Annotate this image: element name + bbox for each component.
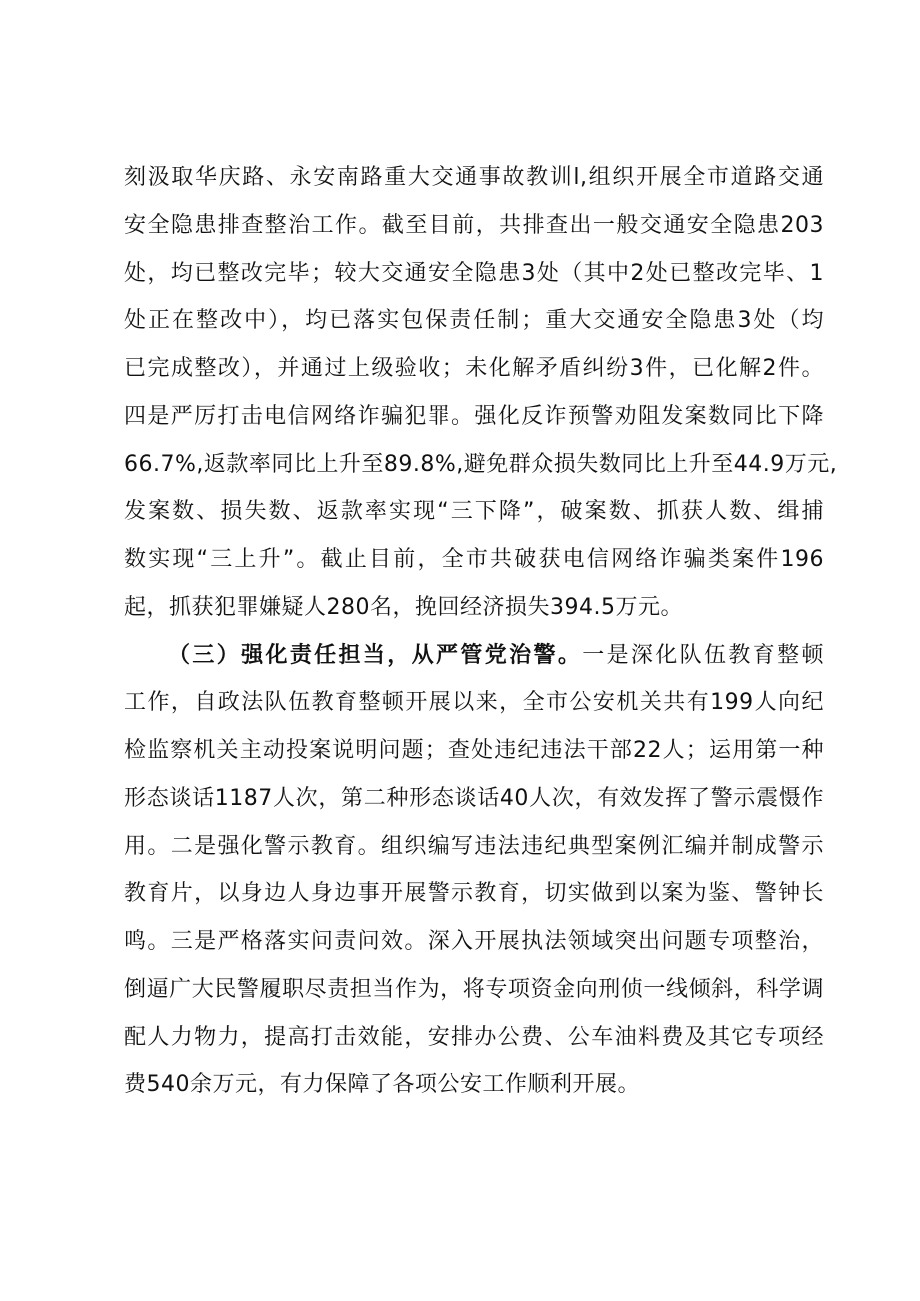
paragraph-traffic-and-fraud: [124, 154, 838, 632]
text-line: 四是严厉打击电信网络诈骗犯罪。强化反诈预警劝阻发案数同比下降: [124, 403, 824, 429]
text-line: 66.7%,返款率同比上升至89.8%,避免群众损失数同比上升至44.9万元,: [124, 451, 838, 477]
text-line: 形态谈话1187人次，第二种形态谈话40人次，有效发挥了警示震慑作: [124, 785, 824, 811]
text-line: 起，抓获犯罪嫌疑人280名，挽回经济损失394.5万元。: [124, 594, 683, 620]
text-line: 费540余万元，有力保障了各项公安工作顺利开展。: [124, 1072, 640, 1098]
text-line: 数实现“三上升”。截止目前，全市共破获电信网络诈骗类案件196: [124, 547, 824, 572]
text-line: 检监察机关主动投案说明问题；查处违纪违法干部22人；运用第一种: [124, 738, 824, 763]
text-line: 用。二是强化警示教育。组织编写违法违纪典型案例汇编并制成警示: [124, 833, 824, 859]
section-heading: （三）强化责任担当，从严管党治警。: [168, 642, 583, 668]
text-line: 已完成整改），并通过上级验收；未化解矛盾纠纷3件，已化解2件。: [124, 356, 824, 381]
text-line: [124, 632, 824, 680]
text-line: 处正在整改中），均已落实包保责任制；重大交通安全隐患3处（均: [124, 308, 824, 334]
text-line: 配人力物力，提高打击效能，安排办公费、公车油料费及其它专项经: [124, 1024, 824, 1050]
heading-line-rest: 一是深化队伍教育整顿: [582, 642, 824, 668]
text-line: 教育片，以身边人身边事开展警示教育，切实做到以案为鉴、警钟长: [124, 881, 824, 907]
document-body: [124, 154, 838, 1109]
text-line: 安全隐患排查整治工作。截至目前，共排查出一般交通安全隐患203: [124, 212, 824, 238]
paragraph-party-discipline: [124, 632, 824, 1110]
text-line: 倒逼广大民警履职尽责担当作为，将专项资金向刑侦一线倾斜，科学调: [124, 976, 824, 1002]
text-line: 发案数、损失数、返款率实现“三下降”，破案数、抓获人数、缉捕: [124, 499, 824, 525]
text-line: 工作，自政法队伍教育整顿开展以来，全市公安机关共有199人向纪: [124, 690, 824, 716]
text-line: 刻汲取华庆路、永安南路重大交通事故教训l,组织开展全市道路交通: [124, 165, 824, 190]
text-line: 处，均已整改完毕；较大交通安全隐患3处（其中2处已整改完毕、1: [124, 260, 824, 286]
text-line: 鸣。三是严格落实问责问效。深入开展执法领域突出问题专项整治，: [124, 929, 824, 954]
